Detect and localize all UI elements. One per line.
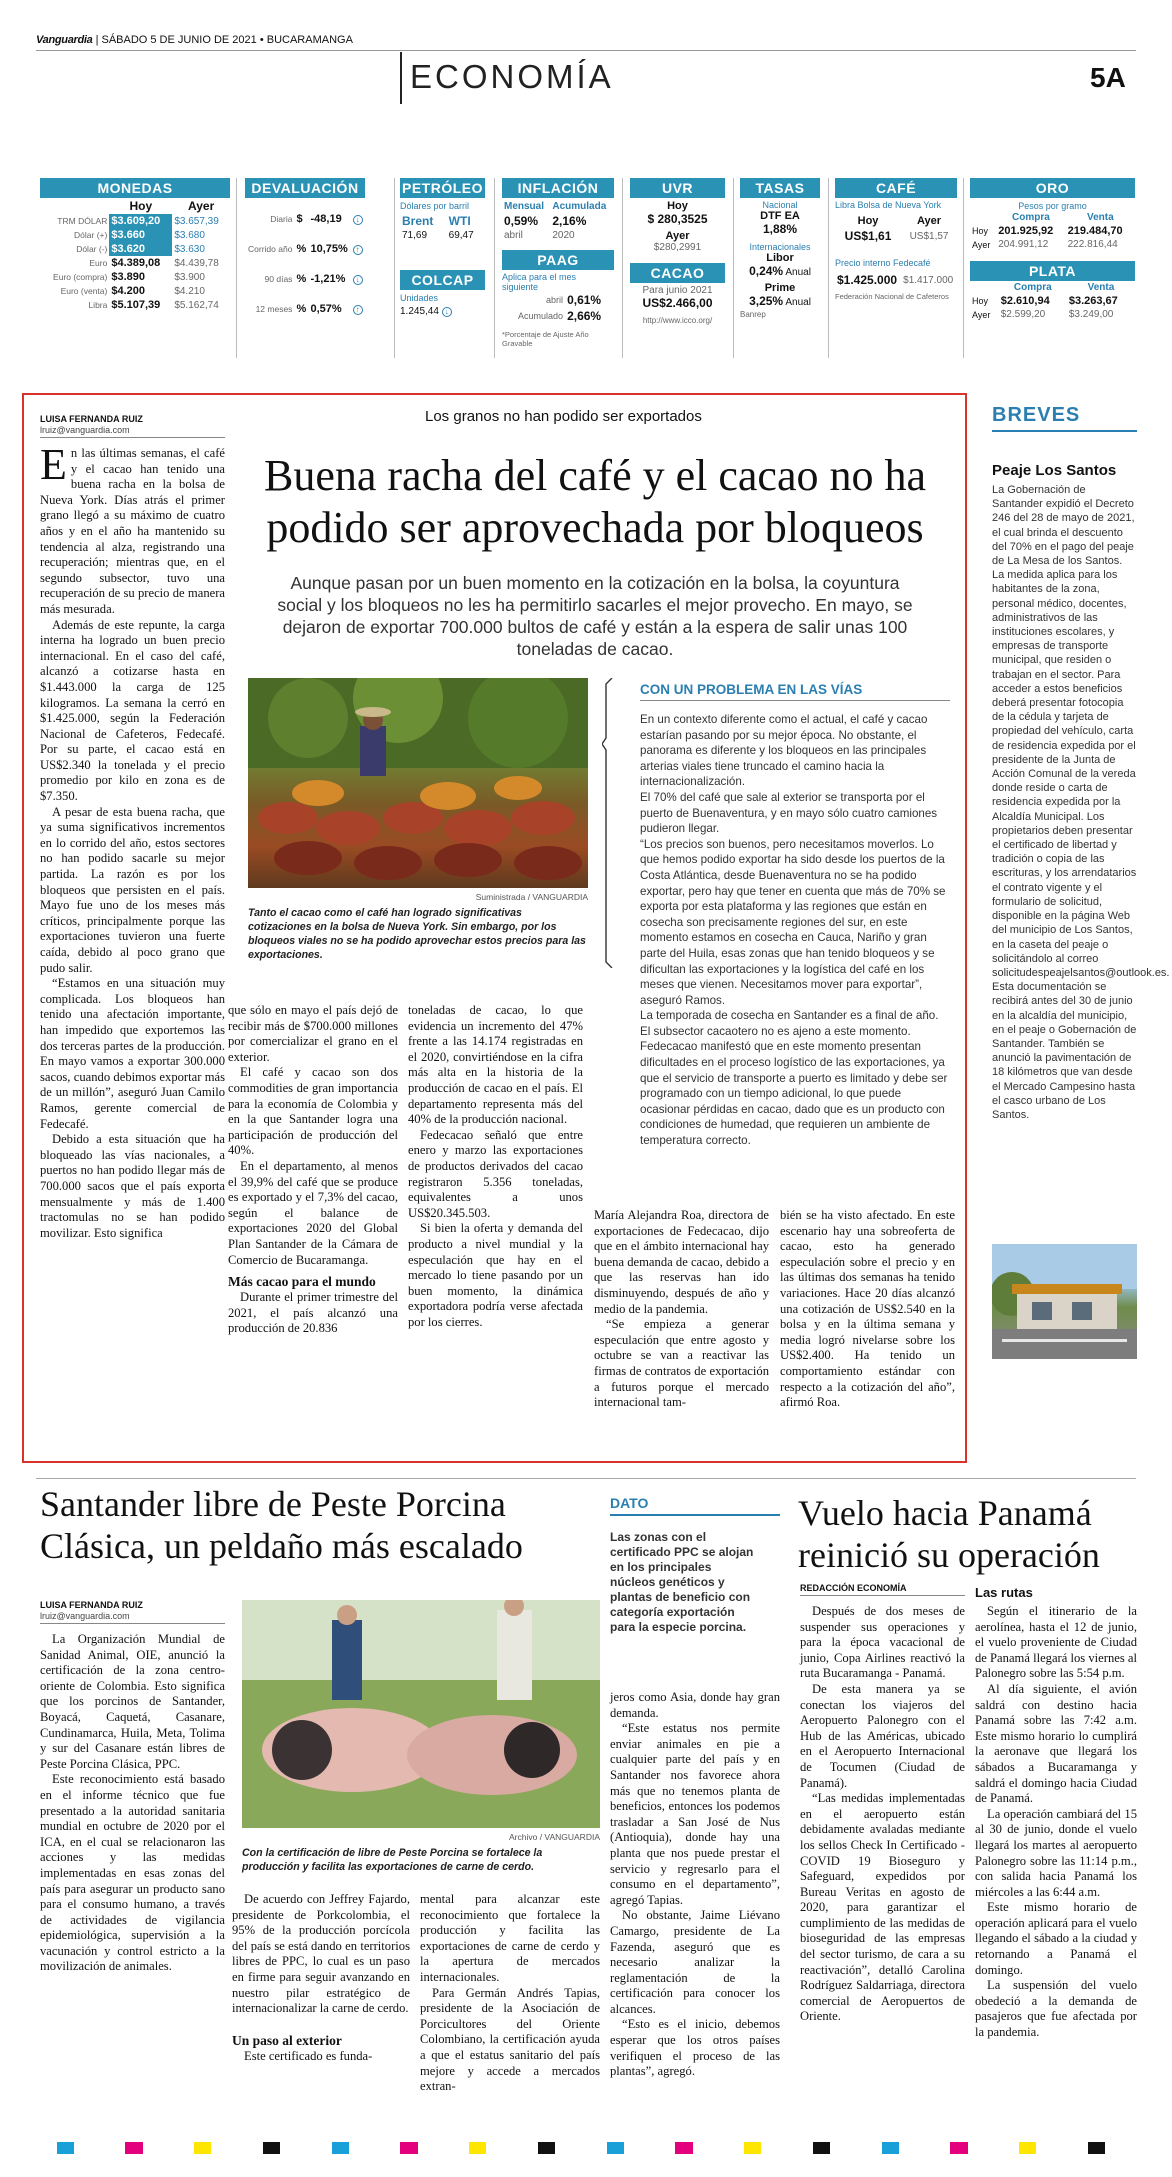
porcina-byline: LUISA FERNANDA RUIZ <box>40 1600 143 1610</box>
oro-hoy-label: Hoy <box>972 226 989 236</box>
paragraph: mental para alcanzar este reconocimiento que fortalece la producción y facilita las exportaciones de carne de cerdo y la apertura de mercados internacionales. <box>420 1892 600 1984</box>
registration-swatch <box>125 2142 142 2154</box>
plata-compra-label: Compra <box>1013 282 1052 293</box>
prime-value: 3,25% <box>749 294 784 308</box>
colcap-sub: Unidades <box>400 293 439 303</box>
paragraph: La operación cambiará del 15 al 30 de junio, donde el vuelo llegará los martes al aeropuerto Palonegro sobre las 11:14 p.m., con salida hacia Panamá los miércoles a las 6:44 a.m. <box>975 1806 1137 1899</box>
porcina-headline-line-1: Santander libre de Peste Porcina <box>40 1484 506 1524</box>
arrow-up-icon: ↑ <box>353 245 363 255</box>
oro-panel <box>970 178 1135 321</box>
byline-rule <box>40 437 225 438</box>
paragraph: No obstante, Jaime Liévano Camargo, presidente de La Fazenda, aseguró que es necesario analizar la reglamentación de la certificación para conocer los alcances. <box>610 1908 780 2016</box>
libor-unit: Anual <box>785 267 811 278</box>
monedas-hoy: $5.107,39 <box>111 299 161 311</box>
paragraph: “Esto es el inicio, debemos esperar que los otros países verifiquen el proceso de las plantas”, agregó. <box>610 2017 780 2079</box>
paragraph: Además de este repunte, la carga interna ha logrado un buen precio internacional. En el caso del café, alcanzó a cotizarse hasta en $1.443.000 la carga de 125 kilogramos. La semana la cerró en $1.425.000, según la Federación Nacional de Cafeteros, Fedecafé. Por su parte, el cacao está en US$2.340 la tonelada y el precio promedio por kilo en zona es de $7.350. <box>40 617 225 804</box>
subhead: Más cacao para el mundo <box>228 1274 376 1290</box>
paag-acum-label: Acumulado <box>518 311 564 321</box>
paragraph: “Se empieza a generar especulación que entre agosto y octubre se van a reactivar las firmas de contratos de exportación a futuros porque el mercado internacional tam- <box>594 1317 769 1410</box>
monedas-row <box>40 256 230 270</box>
paag-title: PAAG <box>502 250 614 270</box>
brent-label: Brent <box>402 214 434 228</box>
divider <box>622 178 623 358</box>
devaluacion-value: 0,57% <box>310 303 342 315</box>
registration-swatch <box>400 2142 417 2154</box>
devaluacion-direction <box>351 264 365 294</box>
devaluacion-title: DEVALUACIÓN <box>245 178 365 198</box>
box-paragraph: El 70% del café que sale al exterior se transporta por el puerto de Buenaventura, y en mayo sólo cuatro camiones pudieron llegar. <box>640 790 938 836</box>
panama-column-1 <box>800 1604 965 2025</box>
brand-logo: Vanguardia <box>36 34 93 46</box>
devaluacion-row <box>245 234 365 264</box>
paragraph: Para Germán Andrés Tapias, presidente de la Asociación de Porcicultores del Oriente Colombiano, la certificación ayuda a que el estatus sanitario del país mejore y accede a mercados extran- <box>420 1985 600 2094</box>
inflacion-title: INFLACIÓN <box>502 178 614 198</box>
paragraph: Durante el primer trimestre del 2021, el país alcanzó una producción de 20.836 <box>228 1290 398 1336</box>
devaluacion-direction <box>351 234 365 264</box>
divider <box>494 178 495 358</box>
uvr-panel <box>630 178 725 325</box>
devaluacion-value: -1,21% <box>310 273 346 285</box>
arrow-down-icon: ↓ <box>442 307 452 317</box>
page-number: 5A <box>1090 62 1126 93</box>
cafe-hoy-label: Hoy <box>857 215 879 227</box>
porcina-headline-line-2: Clásica, un peldaño más escalado <box>40 1526 523 1566</box>
arrow-down-icon: ↓ <box>353 275 363 285</box>
cafe-ayer-label: Ayer <box>917 215 942 227</box>
paragraph: Este certificado es funda- <box>244 2048 373 2063</box>
monedas-row <box>40 298 230 312</box>
paragraph: La suspensión del vuelo obedeció a la demanda de pasajeros que fue afectada por la pandemia. <box>975 1978 1137 2040</box>
panama-column-2 <box>975 1604 1137 2041</box>
panama-byline: REDACCIÓN ECONOMÍA <box>800 1583 907 1593</box>
cafe-interno-hoy: $1.425.000 <box>837 273 898 287</box>
registration-swatch <box>1088 2142 1105 2154</box>
headline-line-1: Buena racha del café y el cacao no ha <box>263 451 927 500</box>
plata-ayer-compra: $2.599,20 <box>1000 309 1046 320</box>
devaluacion-direction <box>351 204 365 234</box>
devaluacion-table <box>245 204 365 324</box>
registration-swatch <box>1019 2142 1036 2154</box>
photo-caption: Tanto el cacao como el café han logrado significativas cotizaciones en la bolsa de Nueva York. Sin embargo, por los bloqueos viales no se ha podido aprovechar estos precios para las exportaciones. <box>248 907 586 961</box>
prime-label: Prime <box>764 282 796 294</box>
oro-ayer-compra: 204.991,12 <box>998 239 1049 250</box>
monedas-table <box>40 198 230 312</box>
prime-unit: Anual <box>785 297 811 308</box>
devaluacion-unit: $ <box>296 213 303 225</box>
dato-rule <box>610 1514 780 1516</box>
monedas-ayer: $3.657,39 <box>174 215 219 227</box>
monedas-label: Euro (venta) <box>60 286 108 296</box>
plata-hoy-label: Hoy <box>972 296 989 306</box>
cacao-photo <box>248 678 588 888</box>
registration-swatch <box>675 2142 692 2154</box>
paragraph: La Organización Mundial de Sanidad Animal, OIE, anunció la certificación de la zona centro-oriente de Colombia. Esto significa que los porcinos de Santander, Boyacá, Caquetá, Casanare, Cundinamarca, Huila, Meta, Tolima y sur del Casanare están libres de Peste Porcina Clásica, PPC. <box>40 1632 225 1771</box>
paragraph-lead <box>40 440 225 618</box>
pigs-photo-credit: Archivo / VANGUARDIA <box>508 1832 600 1842</box>
monedas-ayer: $4.210 <box>174 285 205 297</box>
masthead-rule <box>36 50 1136 51</box>
paragraph: El café y cacao son dos commodities de gran importancia para la economía de Colombia y en la que Santander logra una participación de producción del 40%. <box>228 1065 398 1158</box>
inflacion-panel <box>502 178 614 348</box>
cacao-photo-illustration <box>248 678 588 888</box>
paragraph: “Este estatus nos permite enviar animales en pie a cualquier parte del país y en Santander nos favorece ahora más que no tenemos planta de beneficios, entonces los podemos trasladar a San José de Nus (Antioquia), donde hay una planta que nos puede prestar el servicio y regresarlo para el consumo en el departamento”, agregó Tapias. <box>610 1721 780 1907</box>
devaluacion-unit: % <box>296 273 307 285</box>
story-column-5 <box>780 1208 955 1411</box>
cacao-source: http://www.icco.org/ <box>642 316 713 325</box>
print-registration-bar <box>36 2142 1136 2156</box>
monedas-ayer: $3.680 <box>174 229 205 241</box>
acumulada-label: Acumulada <box>552 201 607 212</box>
plata-title: PLATA <box>970 261 1135 281</box>
porcina-column-2 <box>232 1892 410 2064</box>
oro-title: ORO <box>970 178 1135 198</box>
monedas-row <box>40 228 230 242</box>
paag-sub: Aplica para el mes siguiente <box>502 272 577 292</box>
tasas-panel <box>740 178 820 319</box>
monedas-label: Euro (compra) <box>53 272 108 282</box>
byline: LUISA FERNANDA RUIZ <box>40 414 143 424</box>
dtf-value: 1,88% <box>762 222 798 236</box>
paag-abril-value: 0,61% <box>567 293 602 307</box>
colcap-title: COLCAP <box>400 270 485 290</box>
paragraph: jeros como Asia, donde hay gran demanda. <box>610 1690 780 1720</box>
porcina-column-1 <box>40 1632 225 1975</box>
monedas-ayer: $3.900 <box>174 271 205 283</box>
porcina-column-4 <box>610 1690 780 2080</box>
paragraph: Después de dos meses de suspender sus operaciones y para la época vacacional de junio, Copa Airlines reactivó la ruta Bucaramanga - Panamá. <box>800 1604 965 1681</box>
headline <box>225 450 965 554</box>
paag-acum-value: 2,66% <box>567 309 602 323</box>
plata-ayer-venta: $3.249,00 <box>1068 309 1114 320</box>
registration-swatch <box>57 2142 74 2154</box>
devaluacion-direction <box>351 294 365 324</box>
libor-label: Libor <box>766 252 794 264</box>
brent-value: 71,69 <box>402 230 428 241</box>
dateline: SÁBADO 5 DE JUNIO DE 2021 • BUCARAMANGA <box>101 34 353 46</box>
monedas-hoy: $3.660 <box>109 228 172 242</box>
paragraph: Este mismo horario de operación aplicará para el vuelo llegando el sábado a la ciudad y retornando a Panamá el domingo. <box>975 1900 1137 1977</box>
dtf-label: DTF EA <box>760 210 800 222</box>
monedas-row <box>40 242 230 256</box>
monedas-row <box>40 270 230 284</box>
acumulada-value: 2,16% <box>552 214 587 228</box>
devaluacion-row <box>245 264 365 294</box>
section-separator <box>36 1478 1136 1479</box>
monedas-hoy: $4.389,08 <box>111 257 161 269</box>
plata-hoy-venta: $3.263,67 <box>1068 295 1118 307</box>
pigs-photo-illustration <box>242 1600 600 1828</box>
cafe-title: CAFÉ <box>835 178 957 198</box>
uvr-hoy-label: Hoy <box>667 200 688 212</box>
box-paragraph: La temporada de cosecha en Santander es a final de año. El subsector cacaotero no es ajeno a este momento. Fedecacao manifestó que en este momento presentan dificultades en el proceso logístico de las exportaciones, ya que el servicio de transporte a puerto es limitado y debe ser programado con un tiempo adicional, lo que puede ocasionar pérdidas en cacao, dado que es un producto con condiciones de humedad, que requieren un ambiente de temperatura correcto. <box>640 1009 948 1148</box>
paragraph: María Alejandra Roa, directora de exportaciones de Fedecacao, dijo que en el ámbito internacional hay buena demanda de cacao, debido a que las reservas han ido disminuyendo, después de año y medio de la pandemia. <box>594 1208 769 1316</box>
mensual-period: abril <box>504 230 523 241</box>
monedas-panel <box>40 178 230 312</box>
monedas-label: Dólar (-) <box>76 244 108 254</box>
cacao-title: CACAO <box>630 263 725 283</box>
rutas-subhead: Las rutas <box>975 1585 1033 1600</box>
registration-swatch <box>950 2142 967 2154</box>
petroleo-sub: Dólares por barril <box>400 201 470 211</box>
devaluacion-row <box>245 294 365 324</box>
tasas-nacional: Nacional <box>762 200 798 210</box>
paragraph: bién se ha visto afectado. En este escenario hay una sobreoferta de cacao, esto ha generado especulación sobre el precio y en las últimas dos semanas ha tenido variaciones. Hace 20 días alcanzó una cotización de US$2.540 en la bolsa y en la última semana y media logró nivelarse sobre los US$2.400. Ha tenido un comportamiento estándar con respecto a la cotización del año”, afirmó Roa. <box>780 1208 955 1410</box>
divider <box>394 178 395 358</box>
cafe-sub: Libra Bolsa de Nueva York <box>835 200 942 210</box>
panama-headline <box>798 1492 1138 1576</box>
divider <box>236 178 237 358</box>
devaluacion-label: 90 días <box>264 274 293 284</box>
paragraph: De acuerdo con Jeffrey Fajardo, presidente de Porkcolombia, el 95% de la producción porcícola del país se está dando en territorios libres de PPC, lo cual es un paso en firme para seguir avanzando en nuestro pilar estratégico de internacionalizar la carne de cerdo. <box>232 1892 410 2016</box>
monedas-label: Libra <box>88 300 108 310</box>
plata-hoy-compra: $2.610,94 <box>1000 295 1050 307</box>
paag-note: *Porcentaje de Ajuste Año Gravable <box>502 330 589 348</box>
toll-booth-illustration <box>992 1244 1137 1359</box>
cacao-sub: Para junio 2021 <box>642 285 713 296</box>
colcap-value: 1.245,44 <box>400 306 439 317</box>
devaluacion-label: Corrido año <box>248 244 293 254</box>
registration-swatch <box>813 2142 830 2154</box>
cacao-value: US$2.466,00 <box>642 296 713 310</box>
uvr-title: UVR <box>630 178 725 198</box>
monedas-row <box>40 284 230 298</box>
porcina-email: lruiz@vanguardia.com <box>40 1611 130 1621</box>
box-body <box>640 712 950 1149</box>
paragraph: En el departamento, al menos el 39,9% del café que se produce es exportado y el 7,3% del cacao, según el balance de exportaciones 2020 del Global Plan Santander de la Cámara de Comercio de Bucaramanga. <box>228 1158 398 1267</box>
cafe-source: Federación Nacional de Cafeteros <box>835 292 949 301</box>
oro-ayer-venta: 222.816,44 <box>1067 239 1118 250</box>
devaluacion-row <box>245 204 365 234</box>
story-column-3 <box>408 1003 583 1330</box>
monedas-ayer: $3.630 <box>174 243 205 255</box>
wti-value: 69,47 <box>448 230 474 241</box>
subhead: Un paso al exterior <box>232 2032 342 2048</box>
paag-abril-label: abril <box>546 295 564 305</box>
dropcap: E <box>40 440 67 489</box>
paragraph: que sólo en mayo el país dejó de recibir más de $700.000 millones por comercializar el grano en el exterior. <box>228 1003 398 1064</box>
devaluacion-label: Diaria <box>270 214 293 224</box>
col-hoy: Hoy <box>129 199 153 213</box>
tasas-title: TASAS <box>740 178 820 198</box>
paragraph: “Estamos en una situación muy complicada. Los bloqueos han tenido una afectación importante, han impedido que exportemos las dos terceras partes de la producción. En mayo vamos a exportar 300.000 sacos, cuando debimos exportar más de un millón”, aseguró Juan Camilo Ramos, gerente comercial de Fedecafé. <box>40 976 225 1131</box>
registration-swatch <box>607 2142 624 2154</box>
registration-swatch <box>882 2142 899 2154</box>
breves-label: BREVES <box>992 404 1081 426</box>
divider <box>733 178 734 358</box>
monedas-ayer: $5.162,74 <box>174 299 219 311</box>
paragraph: Debido a esta situación que ha bloqueado las vías nacionales, a puertos no han podido llegar más de 700.000 sacos que el país exporta mensualmente y más de 1.400 tractomulas no se han podido movilizar. Esto significa <box>40 1132 225 1240</box>
porcina-column-3 <box>420 1892 600 2095</box>
devaluacion-value: -48,19 <box>310 213 342 225</box>
dato-label: DATO <box>610 1495 649 1511</box>
headline-line-2: podido ser aprovechada por bloqueos <box>266 503 924 552</box>
oro-hoy-compra: 201.925,92 <box>998 225 1054 237</box>
monedas-row <box>40 214 230 228</box>
registration-swatch <box>263 2142 280 2154</box>
masthead: Vanguardia | SÁBADO 5 DE JUNIO DE 2021 • BUCARAMANGA <box>36 34 353 46</box>
toll-booth-photo <box>992 1244 1137 1359</box>
uvr-ayer-value: $280,2991 <box>653 242 702 253</box>
registration-swatch <box>538 2142 555 2154</box>
devaluacion-panel <box>245 178 365 324</box>
devaluacion-label: 12 meses <box>255 304 293 314</box>
dato-body: Las zonas con el certificado PPC se alojan en los principales núcleos genéticos y plantas de beneficio con categoría exportación para la especie porcina. <box>610 1530 754 1634</box>
cafe-panel <box>835 178 957 301</box>
cafe-interno-label: Precio interno Fedecafé <box>835 258 931 268</box>
monedas-title: MONEDAS <box>40 178 230 198</box>
tasas-source: Banrep <box>740 310 766 319</box>
breves-item-body: La Gobernación de Santander expidió el Decreto 246 del 28 de mayo de 2021, el cual brinda el descuento del 70% en el pago del peaje de La Mesa de los Santos. La medida aplica para los habitantes de la zona, personal médico, docentes, administrativos de las instituciones escolares, y empresas de transporte municipal, que residen o trabajan en el sector. Para acceder a estos beneficios deberá presentar fotocopia de la cédula y tarjeta de propiedad del vehículo, carta de residencia expedida por el presidente de la Junta de Acción Comunal de la vereda donde reside o carta de residencia expedida por la Alcaldía Municipal. Los propietarios deben presentar el certificado de libertad y tradición o copia de las escrituras, y los arrendatarios el contrato vigente y el formulario de solicitud, disponible en la página Web del municipio de Los Santos, en la caseta del peaje o solicitándolo al correo solicitudespeajelsantos@outlook.es. Esta documentación se recibirá antes del 30 de junio en la alcaldía del municipio, en el peaje o Gobernación de Santander. También se anunció la pavimentación de 18 kilómetros que van desde el Mercado Campesino hasta el casco urbano de Los Santos. <box>992 484 1170 1121</box>
monedas-hoy: $3.890 <box>111 271 146 283</box>
story-column-1 <box>40 440 225 1241</box>
cafe-interno-ayer: $1.417.000 <box>903 274 954 286</box>
panama-headline-line-2: reinició su operación <box>798 1535 1100 1575</box>
oro-ayer-label: Ayer <box>972 239 991 250</box>
plata-venta-label: Venta <box>1087 282 1115 293</box>
bracket-icon <box>602 678 614 968</box>
devaluacion-value: 10,75% <box>310 243 348 255</box>
cafe-ayer-value: US$1,57 <box>909 230 949 242</box>
paragraph: toneladas de cacao, lo que evidencia un incremento del 47% frente a las 14.174 registradas en el 2020, convirtiéndose en la cifra más alta en la historia de la producción de cacao en el país. El departamento representa más del 40% de la producción nacional. <box>408 1003 583 1127</box>
story-column-4 <box>594 1208 769 1411</box>
monedas-ayer: $4.439,78 <box>174 257 219 269</box>
pigs-photo <box>242 1600 600 1828</box>
pigs-photo-caption: Con la certificación de libre de Peste Porcina se fortalece la producción y facilita las exportaciones de carne de cerdo. <box>242 1847 543 1873</box>
cafe-hoy-value: US$1,61 <box>844 229 892 243</box>
devaluacion-unit: % <box>296 303 307 315</box>
breves-item-title: Peaje Los Santos <box>992 462 1117 479</box>
monedas-hoy: $4.200 <box>111 285 146 297</box>
story-column-2 <box>228 1003 398 1337</box>
panama-headline-line-1: Vuelo hacia Panamá <box>798 1493 1092 1533</box>
box-paragraph: En un contexto diferente como el actual, el café y cacao estarían pasando por su mejor época. No obstante, el panorama es diferente y los bloqueos en las principales arterias viales tiene truncado el camino hacia la internacionalización. <box>640 713 928 789</box>
byline-rule <box>800 1595 965 1596</box>
plata-ayer-label: Ayer <box>972 309 991 320</box>
registration-swatch <box>469 2142 486 2154</box>
registration-swatch <box>744 2142 761 2154</box>
lead-text: n las últimas semanas, el café y el cacao han tenido una buena racha en la bolsa de Nueva York. Días atrás el primer grano llegó a su máximo de cuatro años y en el año ha mantenido su tendencia al alza, registrando una recuperación; mientras que, en el segundo subsector, tuvo una recuperación de su precio de manera más mesurada. <box>40 446 225 616</box>
col-ayer: Ayer <box>188 199 215 213</box>
oro-hoy-venta: 219.484,70 <box>1067 225 1123 237</box>
box-title: CON UN PROBLEMA EN LAS VÍAS <box>640 682 863 697</box>
arrow-up-icon: ↑ <box>353 305 363 315</box>
paragraph: De esta manera ya se conectan los viajeros del Aeropuerto Palonegro con el Hub de las Américas, ubicado en el Aeropuerto Internacional de Tocumen (Ciudad de Panamá). <box>800 1681 965 1790</box>
divider <box>963 178 964 358</box>
registration-swatch <box>194 2142 211 2154</box>
arrow-down-icon: ↓ <box>353 215 363 225</box>
tasas-intl: Internacionales <box>749 242 811 252</box>
acumulada-period: 2020 <box>552 230 575 241</box>
paragraph: Al día siguiente, el avión saldrá con destino hacia Panamá sobre las 7:42 a.m. Este mismo horario lo cumplirá la aeronave que llegará los sábados a Bucaramanga y saldrá el domingo hacia Ciudad de Panamá. <box>975 1681 1137 1806</box>
paragraph: Si bien la oferta y demanda del producto a nivel mundial y la especulación que hay en el mercado lo tiene pasando por un buen momento, la dinámica exportadora podría verse afectada por los cierres. <box>408 1221 583 1329</box>
wti-label: WTI <box>448 214 471 228</box>
porcina-headline <box>40 1483 580 1567</box>
story-kicker: Los granos no han podido ser exportados <box>425 408 702 425</box>
oro-venta-label: Venta <box>1086 212 1114 223</box>
monedas-label: Dólar (+) <box>74 230 108 240</box>
petroleo-title: PETRÓLEO <box>401 180 483 196</box>
byline-rule <box>40 1623 225 1624</box>
mensual-label: Mensual <box>504 201 545 212</box>
breves-rule <box>992 430 1137 432</box>
monedas-hoy: $3.620 <box>109 242 172 256</box>
oro-sub: Pesos por gramo <box>1018 201 1087 211</box>
byline-email: lruiz@vanguardia.com <box>40 425 130 435</box>
oro-compra-label: Compra <box>1012 212 1050 223</box>
section-divider <box>400 52 402 104</box>
paragraph: Este reconocimiento está basado en el informe técnico que fue presentado a la autoridad sanitaria mundial en octubre de 2020 por el ICA, en el cual se relacionaron las acciones y las medidas implementadas en esas zonas del país para asegurar un producto sano para el consumo humano, a través de actividades de vigilancia epidemiológica, supervisión a la vacunación y control estricto a la movilización de animales. <box>40 1772 225 1974</box>
mensual-value: 0,59% <box>504 214 539 228</box>
divider <box>828 178 829 358</box>
box-rule <box>640 700 950 701</box>
monedas-hoy: $3.609,20 <box>109 214 172 228</box>
paragraph: “Las medidas implementadas en el aeropuerto están debidamente avaladas mediante los sellos Check In Certificado - COVID 19 Bioseguro y Safeguard, expedidos por Bureau Veritas en agosto de 2020, para garantizar el cumplimiento de las medidas de bioseguridad de las empresas del sector turismo, de cara a su reactivación”, detalló Carolina Rodríguez Saldarriaga, directora comercial de Aeropuertos de Oriente. <box>800 1791 965 2024</box>
devaluacion-unit: % <box>296 243 307 255</box>
paragraph: Fedecacao señaló que entre enero y marzo las exportaciones de productos derivados del cacao registraron 5.356 toneladas, equivalentes a unos US$20.345.503. <box>408 1127 583 1220</box>
petroleo-panel <box>400 178 485 317</box>
uvr-ayer-label: Ayer <box>665 230 690 242</box>
monedas-label: Euro <box>89 258 108 268</box>
paragraph: Según el itinerario de la aerolínea, hasta el 12 de junio, el vuelo proveniente de Ciudad de Panamá llegará los viernes al Palonegro sobre las 5:54 p.m. <box>975 1604 1137 1681</box>
uvr-hoy-value: $ 280,3525 <box>647 212 708 226</box>
deck: Aunque pasan por un buen momento en la cotización en la bolsa, la coyuntura social y los bloqueos no les ha permitirlo sacarles el mejor provecho. En mayo, se dejaron de exportar 700.000 bultos de café y están a la espera de salir unas 100 toneladas de cacao. <box>277 573 913 659</box>
libor-value: 0,24% <box>749 264 784 278</box>
photo-credit: Suministrada / VANGUARDIA <box>475 892 588 902</box>
section-title: ECONOMÍA <box>410 58 614 95</box>
paragraph: A pesar de esta buena racha, que ya suma significativos incrementos en lo corrido del año, estos sectores no han podido sacarle su mejor partida. La razón es por los bloqueos que persisten en el país. Mayo fue uno de los meses más críticos, principalmente porque las exportaciones tuvieron una fuerte caída, debido al poco grano que pudo salir. <box>40 804 225 975</box>
monedas-label: TRM DÓLAR <box>57 216 108 226</box>
box-paragraph: “Los precios son buenos, pero necesitamos moverlos. Lo que hemos podido exportar ha sido desde los puertos de la Costa Atlántica, desde Buenaventura no se ha podido exportar, pero hay que tener en cuenta que más de 70% se exporta por esta plataforma y las regiones que están en cosecha son precisamente regiones del sur, en este momento estamos en cosecha en Cauca, Nariño y gran parte del Huila, esas zonas que han tenido bloqueos y se dificultan las exportaciones y la logística del café en los meses que vienen. Necesitamos mover para exportar”, aseguró Ramos. <box>640 837 946 1007</box>
registration-swatch <box>332 2142 349 2154</box>
